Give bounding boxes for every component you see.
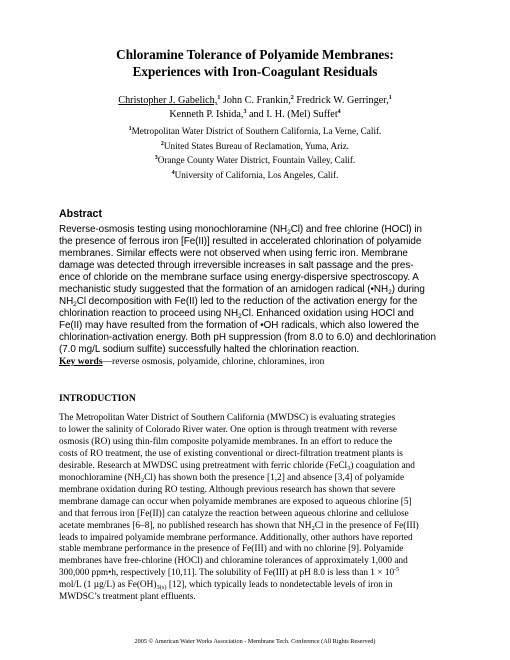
author-list <box>0 94 510 122</box>
abstract-line: (7.0 mg/L sodium sulfite) successfully halted the chlorination reaction. <box>59 344 360 356</box>
paper-title <box>0 46 510 80</box>
intro-line: leads to impaired polyamide membrane performance. Additionally, other authors have reported <box>59 532 413 543</box>
intro-line: stable membrane performance in the presence of Fe(III) and with no chlorine [9]. Polyamide <box>59 544 404 555</box>
intro-line <box>59 473 455 485</box>
abstract-line: ence of chloride on the membrane surface using energy-dispersive spectroscopy. A <box>59 272 419 284</box>
text-run: [12], which typically leads to nondetectable levels of iron in <box>166 580 393 591</box>
text-run: NH <box>59 296 74 308</box>
text-run: Cl. Enhanced oxidation using HOCl and <box>241 308 414 320</box>
introduction-body <box>59 413 455 604</box>
author-name: Kenneth P. Ishida, <box>169 109 244 120</box>
text-run: Cl) has shown both the presence [1,2] and absence [3,4] of polyamide <box>144 472 405 483</box>
intro-line: membrane damage can occur when polyamide membranes are exposed to aqueous chlorine [5] <box>59 496 412 507</box>
intro-line: osmosis (RO) using thin-film composite polyamide membranes. In an effort to reduce the <box>59 436 393 447</box>
subscript: 3(s) <box>156 584 167 592</box>
superscript: -5 <box>394 567 400 574</box>
abstract-line: chlorination-activation energy. Both pH suppression (from 8.0 to 6.0) and dechlorination <box>59 332 436 344</box>
author-name: Christopher J. Gabelich, <box>118 95 218 106</box>
affiliation-mark: 1 <box>128 126 132 132</box>
affiliation-mark: 2 <box>290 95 294 101</box>
text-run: ) during <box>391 284 425 296</box>
subscript: 2 <box>140 476 145 484</box>
title-line: Chloramine Tolerance of Polyamide Membranes: <box>116 47 394 62</box>
abstract-line <box>59 308 455 320</box>
keywords <box>59 356 459 368</box>
intro-line <box>59 580 455 592</box>
title-line: Experiences with Iron-Coagulant Residuals <box>132 64 378 79</box>
affiliation-mark: 3 <box>154 155 158 162</box>
abstract-body <box>59 224 455 357</box>
affiliation-text: Orange County Water District, Fountain Valley, Calif. <box>157 155 356 166</box>
author-line <box>0 94 510 108</box>
text-run: ) coagulation and <box>350 460 415 471</box>
affiliation <box>0 124 510 139</box>
intro-line <box>59 461 455 473</box>
intro-line: The Metropolitan Water District of Southern California (MWDSC) is evaluating strategies <box>59 413 396 423</box>
text-run: mechanistic study suggested that the formation of an amidogen radical (•NH <box>59 284 389 296</box>
intro-line: membrane oxidation during RO testing. Although previous research has shown that severe <box>59 484 396 495</box>
subscript: 2 <box>311 524 315 532</box>
intro-line <box>59 568 455 580</box>
affiliation-text: Metropolitan Water District of Southern California, La Verne, Calif. <box>131 126 382 136</box>
text-run: monochloramine (NH <box>59 472 141 483</box>
text-run: desirable. Research at MWDSC using pretreatment with ferric chloride (FeCl <box>59 460 348 471</box>
text-run: Reverse-osmosis testing using monochloramine (NH <box>59 224 288 235</box>
text-run: acetate membranes [6–8], no published research has shown that NH <box>59 520 312 531</box>
intro-line: costs of RO treatment, the use of existing conventional or direct-filtration treatment plants is <box>59 448 403 459</box>
text-run: Cl) and free chlorine (HOCl) in <box>290 224 422 235</box>
affiliation-mark: 1 <box>388 95 392 101</box>
text-run: 300,000 ppm•h, respectively [10,11]. The solubility of Fe(III) at pH 8.0 is less than 1 × 10 <box>59 568 395 579</box>
abstract-line: Fe(II) may have resulted from the formation of •OH radicals, which also lowered the <box>59 320 419 332</box>
abstract-line <box>59 224 455 236</box>
text-run: Cl in the presence of Fe(III) <box>314 520 419 531</box>
abstract-line: damage was detected through irreversible increases in salt passage and the pres- <box>59 260 414 272</box>
author-line <box>0 108 510 122</box>
affiliation <box>0 153 510 168</box>
subscript: 3 <box>347 464 351 472</box>
affiliation-text: United States Bureau of Reclamation, Yuma, Ariz. <box>163 140 350 151</box>
keywords-label: Key words <box>59 357 103 367</box>
affiliation <box>0 168 510 183</box>
page-footer: 2005 © American Water Works Association - Membrane Tech. Conference (All Rights Reserved) <box>134 638 376 645</box>
subscript: 2 <box>287 229 291 236</box>
abstract-line <box>59 284 455 296</box>
intro-line: MWDSC’s treatment plant effluents. <box>59 592 196 603</box>
intro-line: and that ferrous iron [Fe(II)] can catalyze the reaction between aqueous chlorine and cellulose <box>59 508 409 519</box>
intro-line: to lower the salinity of Colorado River water. One option is through treatment with reverse <box>59 424 397 435</box>
affiliation-text: University of California, Los Angeles, Calif. <box>174 169 339 180</box>
subscript: 2 <box>388 289 392 297</box>
affiliation-mark: 2 <box>160 140 164 147</box>
text-run: chlorination reaction to proceed using NH <box>59 308 239 320</box>
abstract-line <box>59 296 455 308</box>
affiliation-mark: 4 <box>171 169 175 176</box>
abstract-line: the presence of ferrous iron [Fe(II)] resulted in accelerated chlorination of polyamide <box>59 236 422 248</box>
intro-line: membranes have free-chlorine (HOCl) and chloramine tolerances of approximately 1,000 and <box>59 556 408 567</box>
intro-line <box>59 521 455 533</box>
affiliation-list <box>0 124 510 182</box>
keywords-text: —reverse osmosis, polyamide, chlorine, chloramines, iron <box>102 357 325 367</box>
affiliation <box>0 139 510 154</box>
text-run: mol/L (1 µg/L) as Fe(OH) <box>59 580 157 591</box>
abstract-heading: Abstract <box>59 208 102 220</box>
affiliation-mark: 1 <box>217 95 221 101</box>
abstract-line: membranes. Similar effects were not observed when using ferric iron. Membrane <box>59 248 408 260</box>
author-name: Fredrick W. Gerringer, <box>293 95 389 106</box>
affiliation-mark: 3 <box>243 109 247 115</box>
introduction-heading: INTRODUCTION <box>59 393 136 404</box>
author-name: and I. H. (Mel) Suffet <box>246 109 338 120</box>
author-name: John C. Frankin, <box>220 95 291 106</box>
subscript: 2 <box>238 313 242 321</box>
affiliation-mark: 4 <box>337 109 341 115</box>
text-run: Cl decomposition with Fe(II) led to the reduction of the activation energy for the <box>76 296 418 308</box>
subscript: 2 <box>73 301 77 309</box>
